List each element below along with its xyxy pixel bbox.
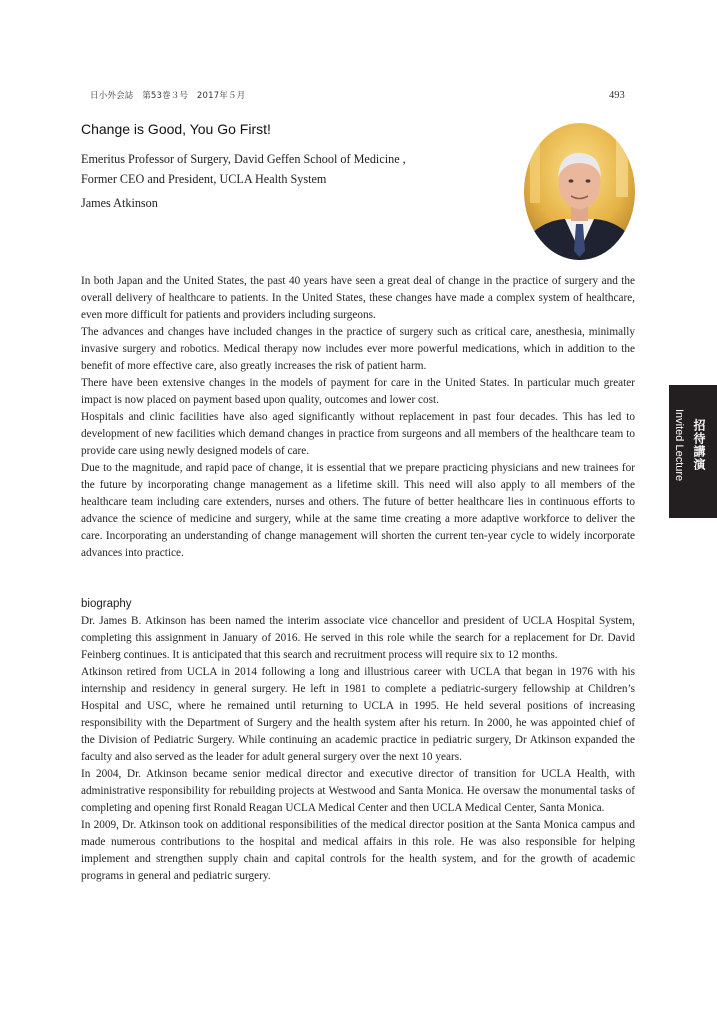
abstract-body [81,273,635,562]
body-paragraph: There have been extensive changes in the models of payment for care in the United States. In particular much greater impact is now placed on payment based upon quality, outcomes and lower cost. [81,377,635,406]
article-title: Change is Good, You Go First! [81,121,271,137]
bio-paragraph: In 2009, Dr. Atkinson took on additional responsibilities of the medical director position at the Santa Monica campus and made numerous contributions to the hospital and medical affairs in this role. He was also responsible for helping implement and strengthen supply chain and capital controls for the health system, and for the growth of academic programs in general and pediatric surgery. [81,819,635,882]
biography-heading: biography [81,598,132,610]
affiliation-line: Emeritus Professor of Surgery, David Geffen School of Medicine , [81,152,406,166]
body-paragraph: The advances and changes have included changes in the practice of surgery such as critical care, anesthesia, minimally invasive surgery and robotics. Medical therapy now includes ever more powerful medications, which in addition to the benefit of more effective care, also greatly increases the risk of patient harm. [81,326,635,372]
body-paragraph: Due to the magnitude, and rapid pace of change, it is essential that we prepare practicing physicians and new trainees for the future by incorporating change management as a lifetime skill. This need will also apply to all members of the healthcare team including care extenders, nurses and others. The future of better healthcare lies in continuous efforts to advance the science of medicine and surgery, while at the same time creating a more adaptive workforce to deliver the care. Incorporating an understanding of change management will shorten the current ten-year cycle to widely incorporate advances into practice. [81,462,635,559]
body-paragraph: Hospitals and clinic facilities have also aged significantly without replacement in past four decades. This has led to development of new facilities which demand changes in practice from surgeons and all members of the healthcare team to provide care using newly designed models of care. [81,411,635,457]
page-number: 493 [609,90,625,101]
tab-label-japanese: 招待講演 [692,419,706,471]
affiliation-line: Former CEO and President, UCLA Health System [81,172,327,186]
bio-paragraph: Atkinson retired from UCLA in 2014 following a long and illustrious career with UCLA that began in 1976 with his internship and residency in general surgery. He left in 1981 to complete a pediatric-surgery fellowship at Children’s Hospital and USC, where he remained until returning to UCLA in 1995. He held several positions of increasing responsibility with the Department of Surgery and the health system after his return. In 2000, he was appointed chief of the Division of Pediatric Surgery. While continuing an academic practice in pediatric surgery, Dr Atkinson expanded the faculty and also served as the leader for adult general surgery over the next 10 years. [81,666,635,763]
author-portrait [524,123,635,260]
author-name: James Atkinson [81,196,158,210]
tab-label-english: Invited Lecture [673,409,685,482]
invited-lecture-tab [669,385,717,518]
bio-paragraph: In 2004, Dr. Atkinson became senior medical director and executive director of transition for UCLA Health, with administrative responsibility for rebuilding projects at Westwood and Santa Monica. He oversaw the monumental tasks of completing and opening first Ronald Reagan UCLA Medical Center and then UCLA Medical Center, Santa Monica. [81,768,635,814]
body-paragraph: In both Japan and the United States, the past 40 years have seen a great deal of change in the practice of surgery and the overall delivery of healthcare to patients. In the United States, these changes have made a complex system of healthcare, even more difficult for patients and providers including surgeons. [81,275,635,321]
biography-body [81,613,635,885]
bio-paragraph: Dr. James B. Atkinson has been named the interim associate vice chancellor and president of UCLA Hospital System, completing this assignment in January of 2016. He served in this role while the search for a replacement for Dr. David Feinberg continues. It is anticipated that this search and recruitment process will require six to 12 months. [81,615,635,661]
journal-header: 日小外会誌 第53巻３号 2017年５月 [90,91,246,101]
author-affiliation [81,149,481,189]
